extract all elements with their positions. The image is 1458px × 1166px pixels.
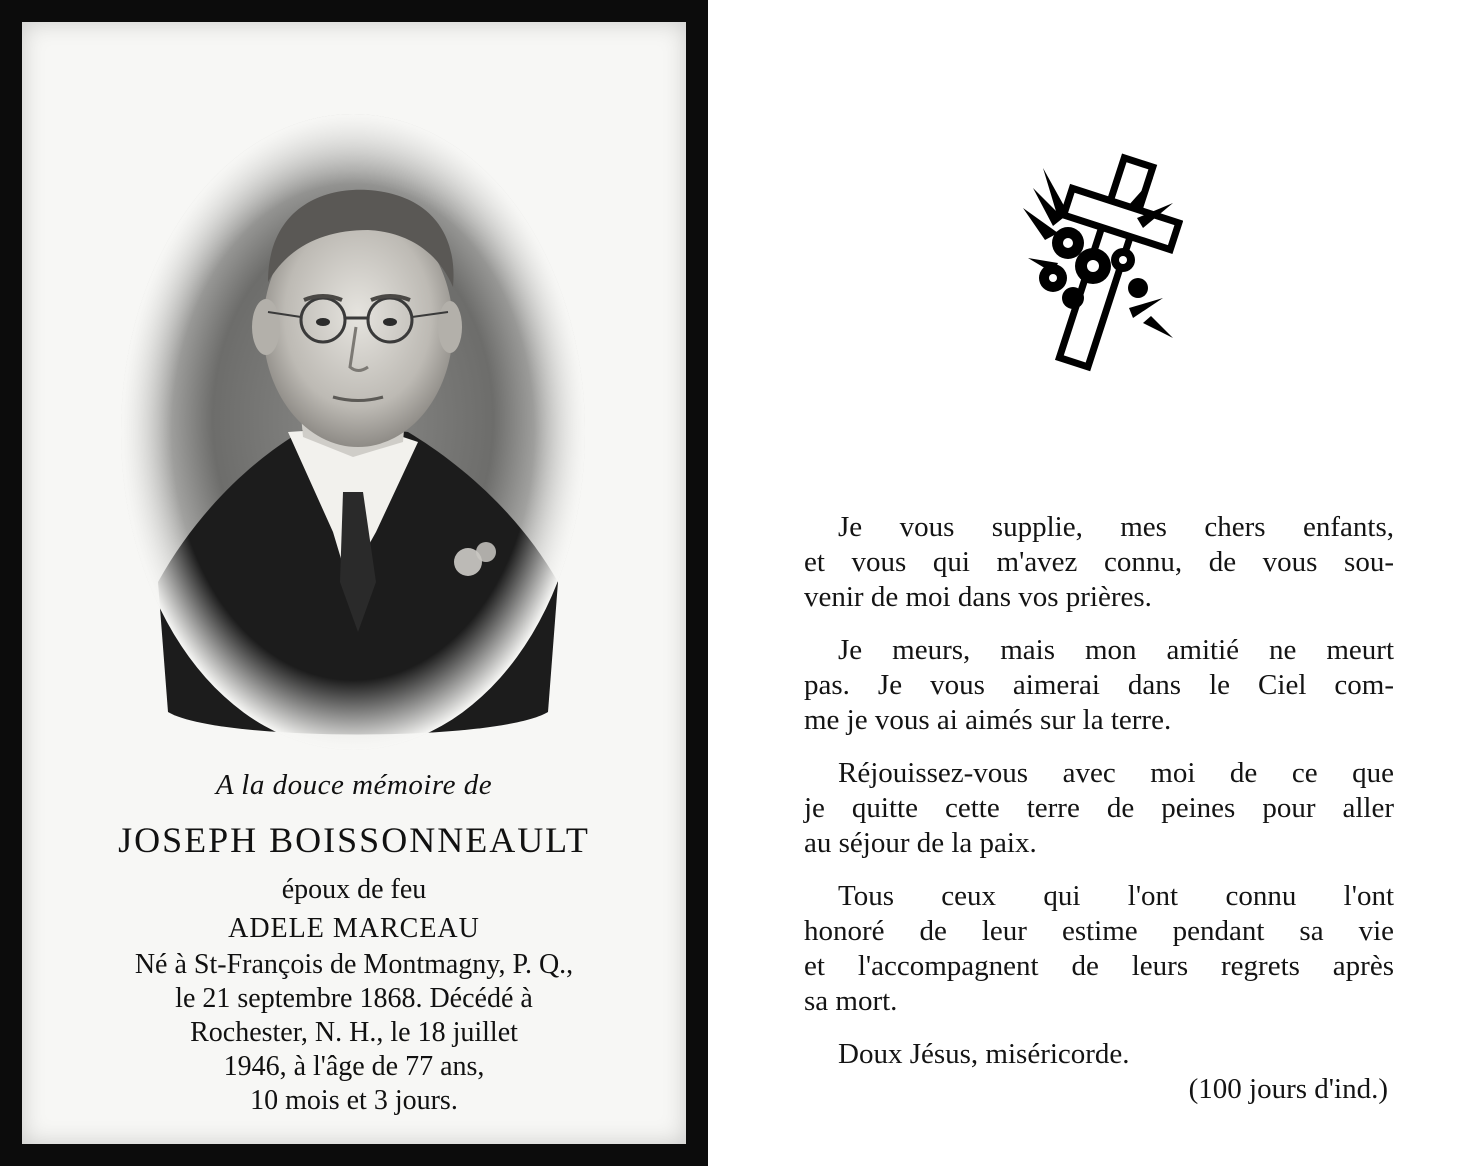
verse-text xyxy=(804,510,1394,1107)
verse-line: venir de moi dans vos prières. xyxy=(804,581,1152,613)
deceased-name: JOSEPH BOISSONNEAULT xyxy=(118,820,590,860)
biography-line: le 21 septembre 1868. Décédé à xyxy=(175,983,533,1014)
card-back xyxy=(708,0,1458,1166)
biography xyxy=(22,948,686,1118)
verse-line: et l'accompagnent de leurs regrets après xyxy=(804,950,1394,982)
verse-line: pas. Je vous aimerai dans le Ciel com- xyxy=(804,669,1394,701)
card-front xyxy=(22,22,686,1144)
verse-paragraph xyxy=(804,879,1394,1019)
verse-line: Tous ceux qui l'ont connu l'ont xyxy=(838,880,1394,912)
biography-line: Né à St-François de Montmagny, P. Q., xyxy=(134,949,574,980)
verse-line: sa mort. xyxy=(804,985,898,1017)
verse-line: honoré de leur estime pendant sa vie xyxy=(804,915,1394,947)
memory-dedication: A la douce mémoire de xyxy=(215,769,493,801)
verse-line: Je vous supplie, mes chers enfants, xyxy=(838,511,1394,543)
portrait-photo xyxy=(118,112,588,752)
verse-line: me je vous ai aimés sur la terre. xyxy=(804,704,1172,736)
verse-line: Réjouissez-vous avec moi de ce que xyxy=(838,757,1394,789)
verse-paragraph xyxy=(804,633,1394,738)
verse-line: au séjour de la paix. xyxy=(804,827,1037,859)
verse-paragraph xyxy=(804,756,1394,861)
verse-line: je quitte cette terre de peines pour aller xyxy=(804,792,1394,824)
verse-line: Je meurs, mais mon amitié ne meurt xyxy=(838,634,1394,666)
prayer-line: Doux Jésus, miséricorde. xyxy=(838,1038,1130,1070)
spouse-name: ADELE MARCEAU xyxy=(228,913,480,944)
card-front-border xyxy=(0,0,708,1166)
spouse-label: époux de feu xyxy=(281,874,427,905)
biography-line: 1946, à l'âge de 77 ans, xyxy=(223,1051,485,1082)
verse-line: et vous qui m'avez connu, de vous sou- xyxy=(804,546,1394,578)
verse-paragraph xyxy=(804,510,1394,615)
cross-with-flowers-icon xyxy=(1013,148,1183,373)
card-front-text xyxy=(22,764,686,1118)
biography-line: 10 mois et 3 jours. xyxy=(250,1085,458,1116)
indulgence-note: (100 jours d'ind.) xyxy=(1188,1073,1388,1105)
biography-line: Rochester, N. H., le 18 juillet xyxy=(190,1017,518,1048)
